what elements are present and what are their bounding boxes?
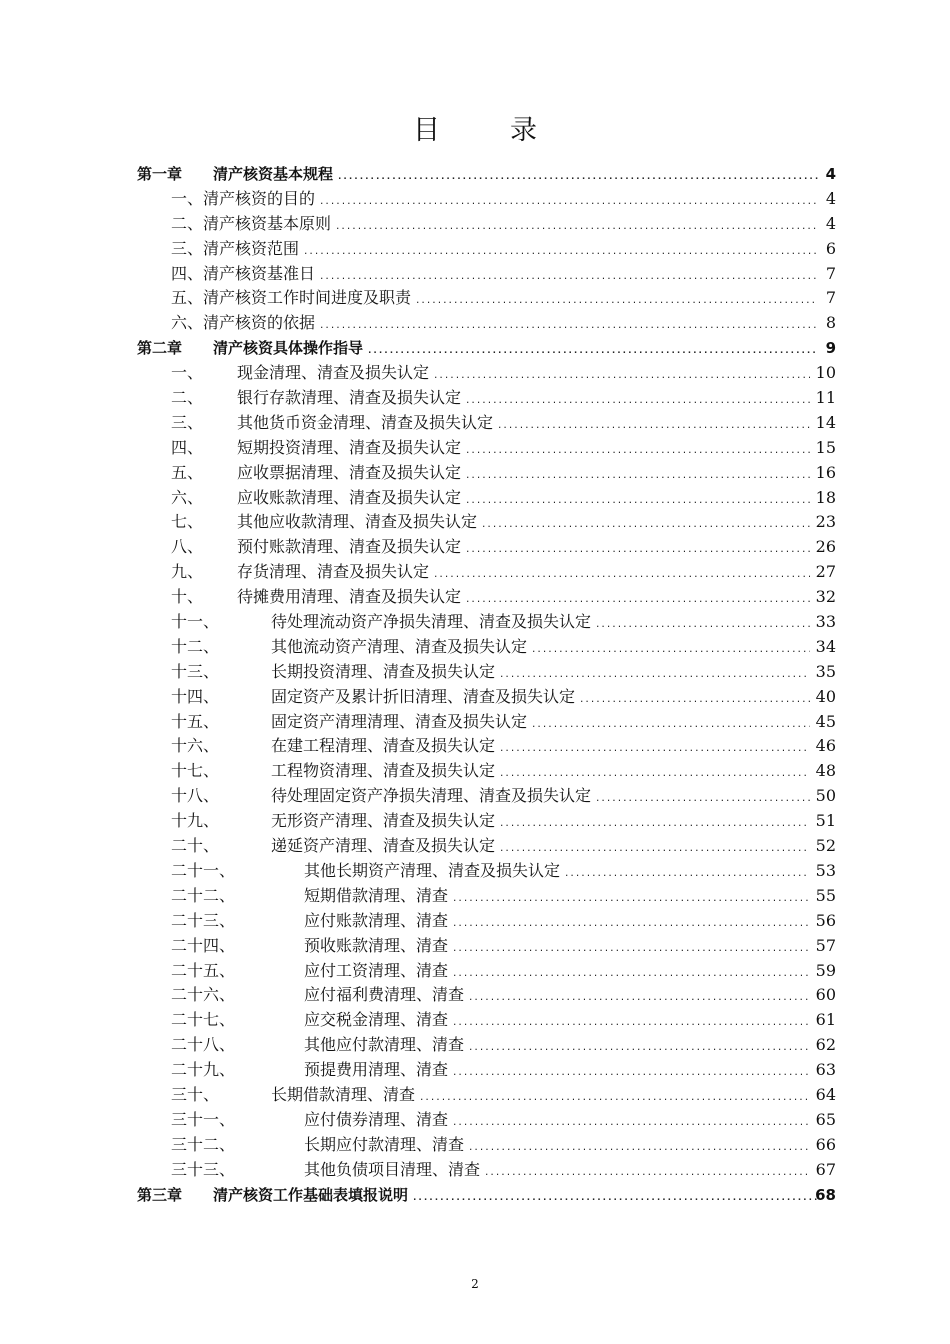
toc-entry[interactable]	[0, 784, 950, 809]
toc-entry[interactable]	[0, 983, 950, 1008]
toc-entry-label: 预提费用清理、清查	[304, 1060, 449, 1080]
toc-entry[interactable]	[0, 1058, 950, 1083]
toc-entry[interactable]	[0, 386, 950, 411]
toc-entry-label: 在建工程清理、清查及损失认定	[271, 736, 496, 756]
toc-entry-page: 16	[815, 462, 836, 482]
toc-entry-page: 14	[815, 412, 836, 432]
toc-entry-page: 66	[815, 1134, 836, 1154]
toc-entry-page: 35	[815, 661, 836, 681]
toc-entry-number: 二十四、	[171, 935, 236, 955]
toc-entry-label: 应交税金清理、清查	[304, 1010, 449, 1030]
toc-entry-number: 二十六、	[171, 985, 236, 1005]
toc-entry-page: 27	[815, 562, 836, 582]
toc-entry-page: 7	[825, 263, 836, 283]
toc-entry-label: 无形资产清理、清查及损失认定	[271, 811, 496, 831]
toc-entry-label: 现金清理、清查及损失认定	[237, 363, 430, 383]
toc-entry-page: 33	[815, 612, 836, 632]
toc-entry-number: 三十三、	[171, 1159, 236, 1179]
toc-entry[interactable]	[0, 311, 950, 336]
page-title-char-2: 录	[510, 115, 537, 146]
toc-entry-number: 十二、	[171, 636, 220, 656]
toc-entry-page: 50	[815, 786, 836, 806]
toc-entry-number: 第一章	[137, 165, 183, 183]
toc-entry[interactable]	[0, 934, 950, 959]
toc-entry-page: 60	[815, 985, 836, 1005]
toc-entry-page: 6	[825, 238, 836, 258]
toc-entry[interactable]	[0, 859, 950, 884]
toc-entry-page: 48	[815, 761, 836, 781]
toc-entry-label: 递延资产清理、清查及损失认定	[271, 836, 496, 856]
toc-entry-number: 八、	[171, 537, 204, 557]
toc-entry-label: 其他货币资金清理、清查及损失认定	[237, 412, 494, 432]
toc-entry-number: 二十九、	[171, 1060, 236, 1080]
toc-entry-page: 32	[815, 587, 836, 607]
toc-entry-label: 其他流动资产清理、清查及损失认定	[271, 636, 528, 656]
toc-entry-page: 18	[815, 487, 836, 507]
toc-entry[interactable]	[0, 635, 950, 660]
toc-entry-page: 9	[825, 339, 836, 358]
page-title	[0, 108, 950, 147]
toc-entry[interactable]	[0, 909, 950, 934]
toc-chapter-entry[interactable]	[0, 1183, 950, 1208]
toc-entry-label: 应付账款清理、清查	[304, 910, 449, 930]
toc-entry-number: 十一、	[171, 612, 220, 632]
toc-entry[interactable]	[0, 560, 950, 585]
toc-entry-label: 清产核资基本规程	[213, 165, 334, 183]
toc-entry-number: 三十一、	[171, 1109, 236, 1129]
toc-entry-page: 55	[815, 885, 836, 905]
toc-entry-page: 65	[815, 1109, 836, 1129]
toc-entry-page: 52	[815, 836, 836, 856]
toc-entry-page: 61	[815, 1010, 836, 1030]
page-number: 2	[471, 1277, 479, 1291]
toc-entry-page: 8	[825, 313, 836, 333]
toc-entry-label: 六、清产核资的依据	[171, 313, 316, 333]
toc-entry-number: 三、	[171, 412, 204, 432]
toc-entry[interactable]	[0, 361, 950, 386]
toc-entry-page: 68	[815, 1185, 836, 1204]
toc-entry-number: 二十八、	[171, 1035, 236, 1055]
toc-entry-number: 七、	[171, 512, 204, 532]
toc-entry-label: 其他应付款清理、清查	[304, 1035, 465, 1055]
toc-entry-page: 10	[815, 363, 836, 383]
toc-entry-label: 预付账款清理、清查及损失认定	[237, 537, 462, 557]
toc-entry-label: 应收账款清理、清查及损失认定	[237, 487, 462, 507]
toc-entry-page: 45	[815, 711, 836, 731]
toc-entry-page: 34	[815, 636, 836, 656]
toc-entry-label: 长期应付款清理、清查	[304, 1134, 465, 1154]
toc-entry[interactable]	[0, 1108, 950, 1133]
toc-entry-page: 23	[815, 512, 836, 532]
toc-entry[interactable]	[0, 1133, 950, 1158]
page-title-char-1: 目	[413, 115, 440, 146]
toc-entry-page: 46	[815, 736, 836, 756]
toc-entry[interactable]	[0, 212, 950, 237]
toc-entry[interactable]	[0, 610, 950, 635]
toc-entry-number: 二、	[171, 388, 204, 408]
toc-entry[interactable]	[0, 535, 950, 560]
toc-entry[interactable]	[0, 187, 950, 212]
toc-entry-number: 二十三、	[171, 910, 236, 930]
toc-entry-number: 二十二、	[171, 885, 236, 905]
toc-entry-label: 固定资产清理清理、清查及损失认定	[271, 711, 528, 731]
toc-entry[interactable]	[0, 1033, 950, 1058]
toc-entry-page: 64	[815, 1084, 836, 1104]
toc-entry-label: 其他应收款清理、清查及损失认定	[237, 512, 478, 532]
toc-entry-number: 二十一、	[171, 860, 236, 880]
toc-entry-label: 其他长期资产清理、清查及损失认定	[304, 860, 561, 880]
toc-entry-label: 应付工资清理、清查	[304, 960, 449, 980]
toc-entry-page: 53	[815, 860, 836, 880]
toc-entry[interactable]	[0, 237, 950, 262]
toc-entry-number: 六、	[171, 487, 204, 507]
toc-entry-label: 银行存款清理、清查及损失认定	[237, 388, 462, 408]
toc-entry-number: 十三、	[171, 661, 220, 681]
toc-entry-number: 十六、	[171, 736, 220, 756]
toc-entry-page: 4	[825, 213, 836, 233]
toc-entry-number: 三十二、	[171, 1134, 236, 1154]
toc-entry[interactable]	[0, 759, 950, 784]
toc-entry-label: 短期借款清理、清查	[304, 885, 449, 905]
toc-entry-number: 第三章	[137, 1185, 183, 1204]
toc-entry[interactable]	[0, 834, 950, 859]
toc-entry[interactable]	[0, 734, 950, 759]
toc-entry[interactable]	[0, 262, 950, 287]
toc-entry-label: 清产核资具体操作指导	[213, 339, 364, 358]
toc-entry-label: 固定资产及累计折旧清理、清查及损失认定	[271, 686, 576, 706]
toc-entry-page: 7	[825, 288, 836, 308]
toc-entry[interactable]	[0, 510, 950, 535]
toc-entry-label: 应付债券清理、清查	[304, 1109, 449, 1129]
toc-entry[interactable]	[0, 1008, 950, 1033]
toc-entry[interactable]	[0, 461, 950, 486]
toc-entry-label: 待处理流动资产净损失清理、清查及损失认定	[271, 612, 592, 632]
toc-entry-number: 二十五、	[171, 960, 236, 980]
toc-entry-page: 4	[825, 188, 836, 208]
toc-entry-number: 十四、	[171, 686, 220, 706]
toc-entry-label: 预收账款清理、清查	[304, 935, 449, 955]
toc-chapter-entry[interactable]	[0, 162, 950, 187]
toc-entry-page: 26	[815, 537, 836, 557]
toc-entry-page: 62	[815, 1035, 836, 1055]
toc-entry[interactable]	[0, 809, 950, 834]
toc-entry-number: 二十、	[171, 836, 220, 856]
toc-entry-number: 四、	[171, 437, 204, 457]
toc-dot-leader	[412, 1186, 818, 1211]
toc-entry[interactable]	[0, 710, 950, 735]
toc-entry-number: 十八、	[171, 786, 220, 806]
toc-entry-label: 二、清产核资基本原则	[171, 213, 332, 233]
toc-entry[interactable]	[0, 486, 950, 511]
toc-entry-label: 应收票据清理、清查及损失认定	[237, 462, 462, 482]
toc-entry[interactable]	[0, 884, 950, 909]
toc-entry-number: 三十、	[171, 1084, 220, 1104]
toc-entry-label: 短期投资清理、清查及损失认定	[237, 437, 462, 457]
table-of-contents	[0, 162, 950, 1207]
toc-entry-page: 59	[815, 960, 836, 980]
toc-entry-label: 清产核资工作基础表填报说明	[213, 1185, 409, 1204]
toc-entry-number: 十九、	[171, 811, 220, 831]
toc-entry[interactable]	[0, 436, 950, 461]
toc-entry-page: 15	[815, 437, 836, 457]
toc-entry-page: 57	[815, 935, 836, 955]
toc-entry-page: 67	[815, 1159, 836, 1179]
toc-entry-label: 其他负债项目清理、清查	[304, 1159, 481, 1179]
toc-entry-label: 四、清产核资基准日	[171, 263, 316, 283]
toc-entry-number: 九、	[171, 562, 204, 582]
toc-entry-label: 长期借款清理、清查	[271, 1084, 416, 1104]
toc-entry-page: 51	[815, 811, 836, 831]
toc-entry-page: 4	[825, 165, 836, 183]
toc-entry-label: 待处理固定资产净损失清理、清查及损失认定	[271, 786, 592, 806]
toc-entry[interactable]	[0, 286, 950, 311]
toc-entry-page: 11	[815, 388, 836, 408]
toc-entry[interactable]	[0, 959, 950, 984]
toc-entry-number: 二十七、	[171, 1010, 236, 1030]
toc-entry[interactable]	[0, 585, 950, 610]
toc-entry-page: 63	[815, 1060, 836, 1080]
toc-entry-number: 十七、	[171, 761, 220, 781]
toc-entry-label: 一、清产核资的目的	[171, 188, 316, 208]
toc-chapter-entry[interactable]	[0, 336, 950, 361]
toc-entry-number: 十、	[171, 587, 204, 607]
toc-entry-label: 三、清产核资范围	[171, 238, 300, 258]
toc-entry-number: 第二章	[137, 339, 183, 358]
toc-entry-number: 五、	[171, 462, 204, 482]
toc-entry-page: 40	[815, 686, 836, 706]
toc-entry-label: 应付福利费清理、清查	[304, 985, 465, 1005]
toc-entry[interactable]	[0, 1083, 950, 1108]
toc-entry-number: 十五、	[171, 711, 220, 731]
toc-entry-number: 一、	[171, 363, 204, 383]
toc-entry-label: 五、清产核资工作时间进度及职责	[171, 288, 412, 308]
toc-entry-label: 待摊费用清理、清查及损失认定	[237, 587, 462, 607]
toc-entry[interactable]	[0, 411, 950, 436]
toc-entry-label: 工程物资清理、清查及损失认定	[271, 761, 496, 781]
toc-entry[interactable]	[0, 685, 950, 710]
toc-entry-label: 存货清理、清查及损失认定	[237, 562, 430, 582]
toc-entry[interactable]	[0, 660, 950, 685]
toc-entry-label: 长期投资清理、清查及损失认定	[271, 661, 496, 681]
toc-entry[interactable]	[0, 1158, 950, 1183]
toc-entry-page: 56	[815, 910, 836, 930]
